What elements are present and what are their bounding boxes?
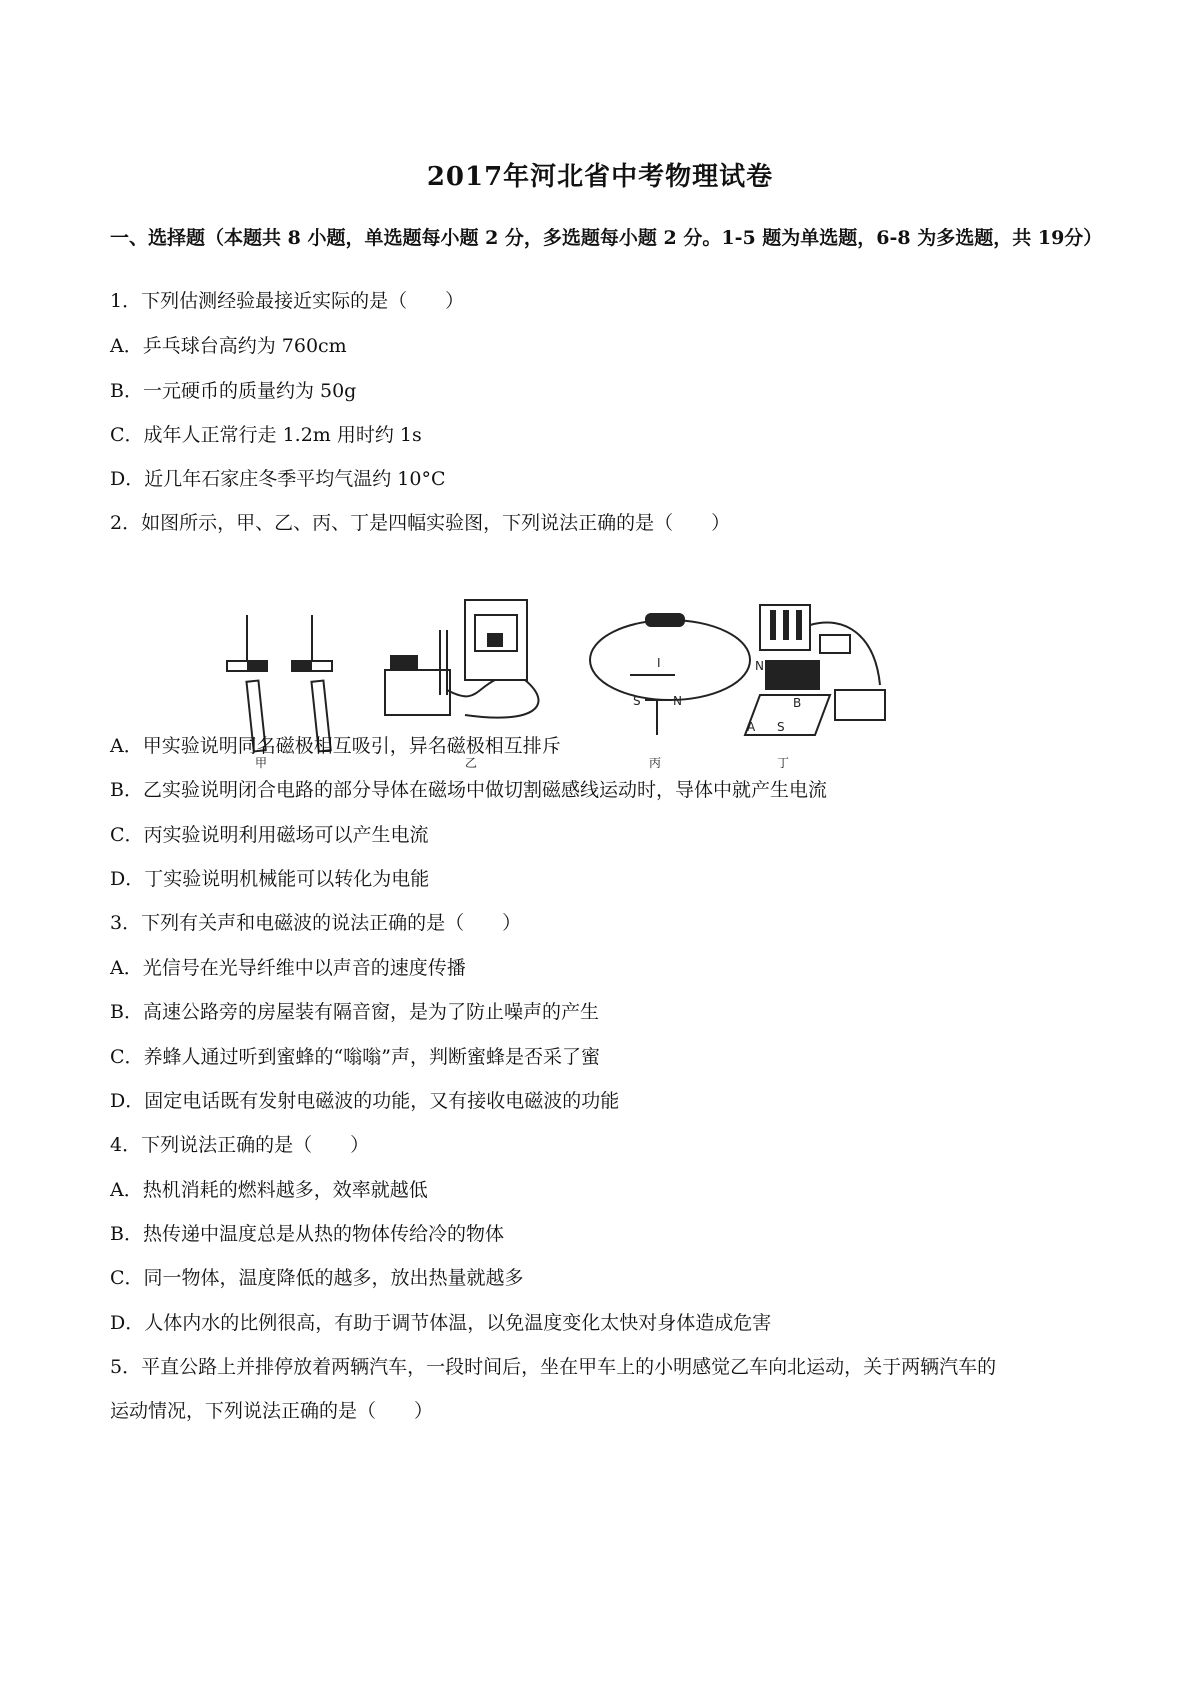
question-1-option-a: A．乒乓球台高约为 760cm [110, 335, 347, 357]
question-4-option-a: A．热机消耗的燃料越多，效率就越低 [110, 1179, 428, 1201]
question-3-stem: 3．下列有关声和电磁波的说法正确的是（ ） [110, 912, 522, 934]
compass-s-mark: S [633, 694, 641, 708]
question-4-option-d: D．人体内水的比例很高，有助于调节体温，以免温度变化太快对身体造成危害 [110, 1312, 772, 1334]
question-2-option-a: A．甲实验说明同名磁极相互吸引，异名磁极相互排斥 [110, 735, 561, 757]
figure-label-jia: 甲 [255, 756, 268, 770]
question-4-option-c: C．同一物体，温度降低的越多，放出热量就越多 [110, 1267, 524, 1289]
question-1-stem: 1．下列估测经验最接近实际的是（ ） [110, 290, 465, 312]
question-3-option-d: D．固定电话既有发射电磁波的功能，又有接收电磁波的功能 [110, 1090, 620, 1112]
question-4-option-b: B．热传递中温度总是从热的物体传给冷的物体 [110, 1223, 504, 1245]
figure-label-ding: 丁 [777, 756, 790, 770]
question-1-option-c: C．成年人正常行走 1.2m 用时约 1s [110, 424, 422, 446]
figure-label-bing: 丙 [649, 756, 662, 770]
magnet-s-mark: S [777, 720, 785, 734]
question-5-stem-line-2: 运动情况，下列说法正确的是（ ） [110, 1400, 434, 1422]
section-heading: 一、选择题（本题共 8 小题，单选题每小题 2 分，多选题每小题 2 分。1-5 题为单选题，6-8 为多选题，共 19分） [110, 227, 1103, 249]
question-2-option-c: C．丙实验说明利用磁场可以产生电流 [110, 824, 429, 846]
compass-n-mark: N [673, 694, 682, 708]
rail-a-mark: A [747, 720, 756, 734]
question-1-option-d: D．近几年石家庄冬季平均气温约 10°C [110, 468, 446, 490]
magnet-n-mark: N [755, 659, 764, 673]
question-2-stem: 2．如图所示，甲、乙、丙、丁是四幅实验图，下列说法正确的是（ ） [110, 512, 731, 534]
question-3-option-a: A．光信号在光导纤维中以声音的速度传播 [110, 957, 466, 979]
exam-title: 2017年河北省中考物理试卷 [426, 162, 774, 192]
rod-b-mark: B [793, 696, 802, 710]
question-3-option-c: C．养蜂人通过听到蜜蜂的“嗡嗡”声，判断蜜蜂是否采了蜜 [110, 1046, 600, 1068]
question-3-option-b: B．高速公路旁的房屋装有隔音窗，是为了防止噪声的产生 [110, 1001, 599, 1023]
current-mark: I [657, 656, 661, 670]
question-2-option-b: B．乙实验说明闭合电路的部分导体在磁场中做切割磁感线运动时，导体中就产生电流 [110, 779, 827, 801]
question-2-option-d: D．丁实验说明机械能可以转化为电能 [110, 868, 430, 890]
figure-label-yi: 乙 [465, 756, 478, 770]
question-1-option-b: B．一元硬币的质量约为 50g [110, 380, 357, 402]
question-5-stem-line-1: 5．平直公路上并排停放着两辆汽车，一段时间后，坐在甲车上的小明感觉乙车向北运动，关于两辆汽车的 [110, 1356, 997, 1378]
question-4-stem: 4．下列说法正确的是（ ） [110, 1134, 370, 1156]
